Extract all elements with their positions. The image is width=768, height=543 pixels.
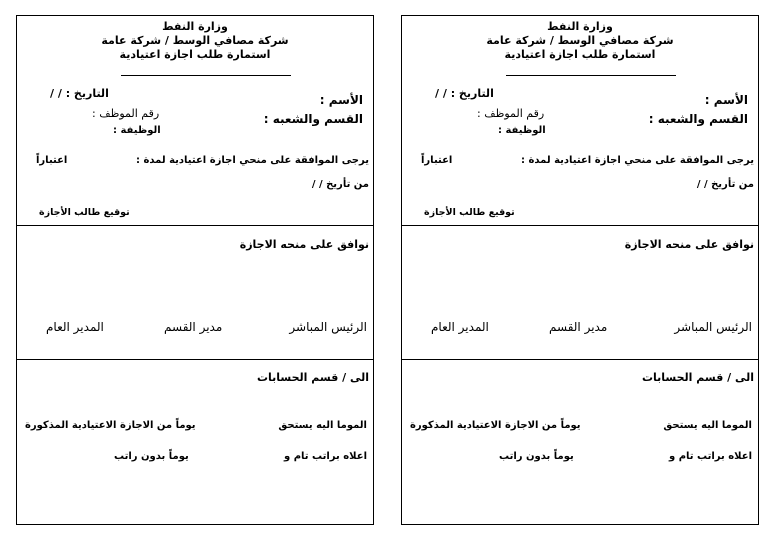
company-name: شركة مصافي الوسط / شركة عامة — [101, 34, 289, 47]
form-title: استمارة طلب اجازة اعتيادية — [119, 48, 271, 61]
general-manager-signature: المدير العام — [431, 320, 489, 334]
section-divider — [402, 359, 758, 360]
accounts-section-label: الى / قسم الحسابات — [641, 371, 754, 384]
job-title-label: الوظيفة : — [113, 125, 161, 136]
applicant-signature: توقيع طالب الأجازة — [424, 207, 515, 218]
name-label: الأسم : — [319, 93, 363, 107]
title-underline — [121, 75, 291, 76]
direct-supervisor-signature: الرئيس المباشر — [289, 320, 367, 334]
leave-form-right — [401, 15, 759, 525]
from-label: اعتباراً — [421, 155, 453, 166]
approval-heading: نوافق على منحه الاجازة — [624, 238, 754, 251]
department-label: القسم والشعبه : — [263, 112, 363, 126]
section-divider — [17, 225, 373, 226]
company-name: شركة مصافي الوسط / شركة عامة — [486, 34, 674, 47]
unpaid-days-label: يوماً بدون راتب — [499, 451, 574, 462]
unpaid-days-label: يوماً بدون راتب — [114, 451, 189, 462]
section-divider — [402, 225, 758, 226]
from-date-label: من تأريخ / / — [311, 179, 369, 190]
department-manager-signature: مدير القسم — [164, 320, 223, 334]
approval-heading: نوافق على منحه الاجازة — [239, 238, 369, 251]
full-salary-label: اعلاه براتب تام و — [669, 451, 752, 462]
general-manager-signature: المدير العام — [46, 320, 104, 334]
applicant-signature: توقيع طالب الأجازة — [39, 207, 130, 218]
name-label: الأسم : — [704, 93, 748, 107]
leave-days-label: يوماً من الاجازة الاعتيادية المذكورة — [25, 420, 196, 431]
employee-number-label: رقم الموظف : — [92, 107, 160, 120]
direct-supervisor-signature: الرئيس المباشر — [674, 320, 752, 334]
title-underline — [506, 75, 676, 76]
leave-form-left — [16, 15, 374, 525]
from-label: اعتباراً — [36, 155, 68, 166]
employee-number-label: رقم الموظف : — [477, 107, 545, 120]
ministry-name: وزارة النفط — [547, 20, 613, 33]
ministry-name: وزارة النفط — [162, 20, 228, 33]
date-label: التاريخ : / / — [50, 87, 109, 100]
accounts-section-label: الى / قسم الحسابات — [256, 371, 369, 384]
full-salary-label: اعلاه براتب تام و — [284, 451, 367, 462]
entitled-label: الموما اليه يستحق — [663, 420, 752, 431]
entitled-label: الموما اليه يستحق — [278, 420, 367, 431]
request-text: يرجى الموافقة على منحي اجازة اعتيادية لمدة : — [135, 155, 369, 166]
form-title: استمارة طلب اجازة اعتيادية — [504, 48, 656, 61]
date-label: التاريخ : / / — [435, 87, 494, 100]
from-date-label: من تأريخ / / — [696, 179, 754, 190]
department-manager-signature: مدير القسم — [549, 320, 608, 334]
request-text: يرجى الموافقة على منحي اجازة اعتيادية لمدة : — [520, 155, 754, 166]
section-divider — [17, 359, 373, 360]
job-title-label: الوظيفة : — [498, 125, 546, 136]
department-label: القسم والشعبه : — [648, 112, 748, 126]
leave-days-label: يوماً من الاجازة الاعتيادية المذكورة — [410, 420, 581, 431]
